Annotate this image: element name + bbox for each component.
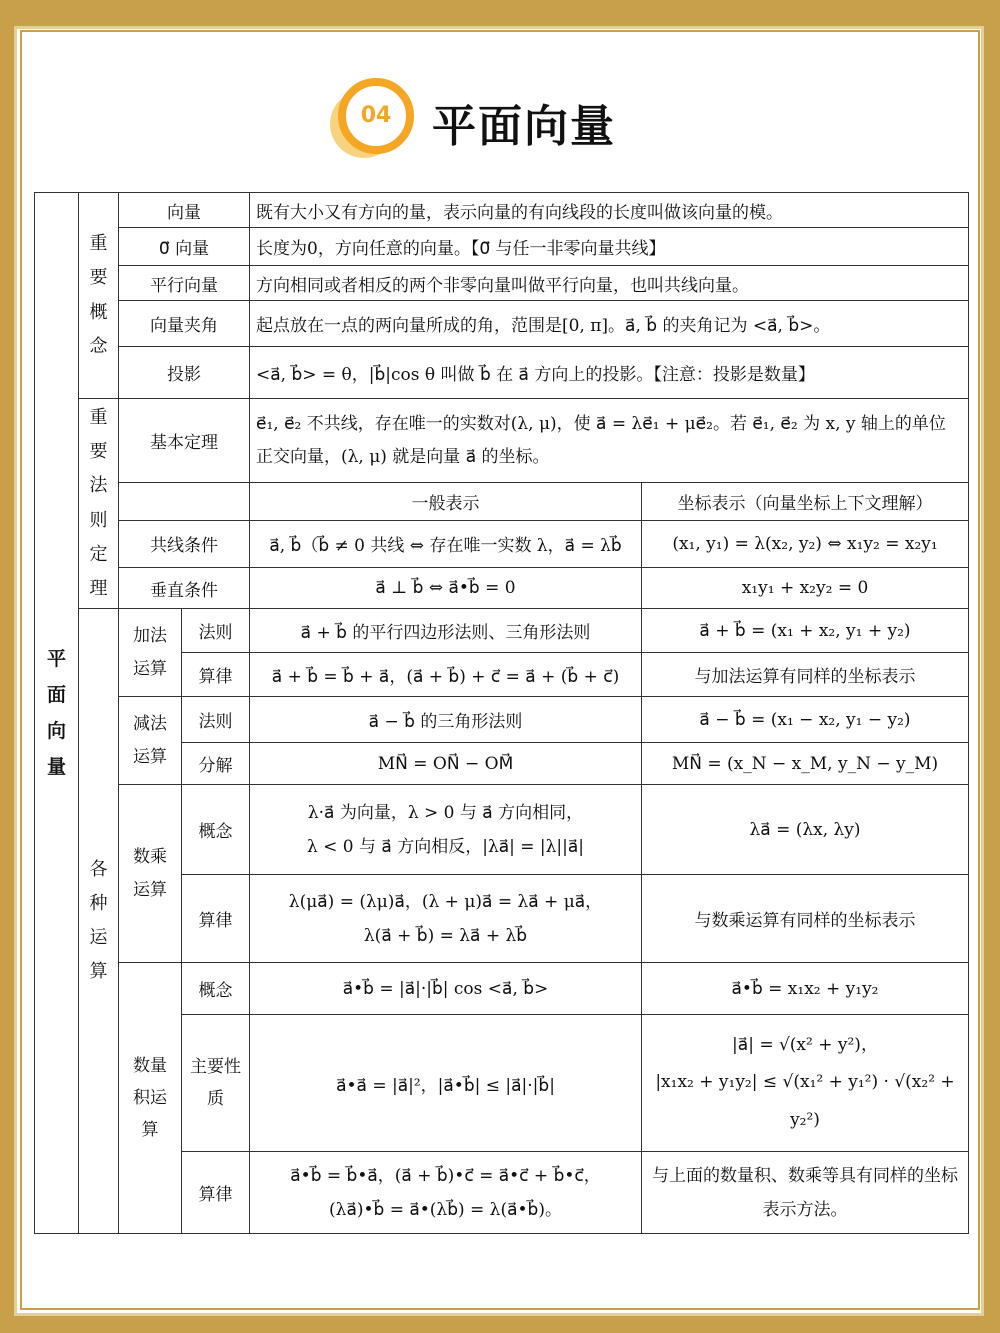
table-row bbox=[35, 228, 969, 266]
table-row bbox=[35, 697, 969, 743]
condition-term: 垂直条件 bbox=[119, 567, 250, 608]
vertical-char: 要 bbox=[89, 267, 108, 289]
theorem-line-1: e⃗₁, e⃗₂ 不共线，存在唯一的实数对(λ, μ)，使 a⃗ = λe⃗₁ + μe⃗₂。若 e⃗₁, e⃗₂ 为 x, y 轴上的单位 bbox=[256, 414, 946, 435]
concept-definition: 长度为0，方向任意的向量。【0⃗ 与任一非零向量共线】 bbox=[250, 228, 969, 266]
condition-coord: (x₁, y₁) = λ(x₂, y₂) ⇔ x₁y₂ = x₂y₁ bbox=[642, 520, 969, 567]
vertical-char: 面 bbox=[46, 683, 66, 706]
vertical-char: 算 bbox=[89, 961, 108, 983]
op-general bbox=[250, 1152, 642, 1234]
concept-term: 投影 bbox=[119, 347, 250, 399]
vertical-char: 重 bbox=[89, 233, 108, 255]
op-label: 法则 bbox=[182, 697, 250, 743]
table-row bbox=[35, 399, 969, 483]
theorem-text bbox=[250, 399, 969, 483]
table-row bbox=[35, 483, 969, 520]
vertical-char: 定 bbox=[89, 543, 108, 565]
concept-definition: 既有大小又有方向的量，表示向量的有向线段的长度叫做该向量的模。 bbox=[250, 193, 969, 228]
concept-term: 0⃗ 向量 bbox=[119, 228, 250, 266]
op-coord: λa⃗ = (λx, λy) bbox=[642, 785, 969, 875]
dot-law-line-1: a⃗•b⃗ = b⃗•a⃗，(a⃗ + b⃗)•c⃗ = a⃗•c⃗ + b⃗•c⃗， bbox=[290, 1165, 601, 1186]
dot-law-line-2: (λa⃗)•b⃗ = a⃗•(λb⃗) = λ(a⃗•b⃗)。 bbox=[329, 1199, 562, 1220]
op-coord: 与数乘运算有同样的坐标表示 bbox=[642, 875, 969, 963]
op-general bbox=[250, 785, 642, 875]
op-general: a⃗•b⃗ = |a⃗|·|b⃗| cos <a⃗, b⃗> bbox=[250, 963, 642, 1015]
scalar-concept-line-1: λ·a⃗ 为向量，λ > 0 与 a⃗ 方向相同， bbox=[307, 802, 584, 823]
vertical-char: 量 bbox=[46, 756, 66, 779]
section-main bbox=[35, 193, 79, 1234]
scalar-law-line-2: λ(a⃗ + b⃗) = λa⃗ + λb⃗ bbox=[363, 925, 528, 946]
theorem-term: 基本定理 bbox=[119, 399, 250, 483]
table-row bbox=[35, 347, 969, 399]
op-coord bbox=[642, 1152, 969, 1234]
op-general: a⃗ − b⃗ 的三角形法则 bbox=[250, 697, 642, 743]
op-label: 法则 bbox=[182, 609, 250, 653]
condition-general: a⃗ ⊥ b⃗ ⇔ a⃗•b⃗ = 0 bbox=[250, 567, 642, 608]
op-add-name: 加法运算 bbox=[119, 609, 182, 697]
op-general: MN⃗ = ON⃗ − OM⃗ bbox=[250, 743, 642, 785]
condition-coord: x₁y₁ + x₂y₂ = 0 bbox=[642, 567, 969, 608]
op-label: 算律 bbox=[182, 1152, 250, 1234]
op-coord: a⃗ + b⃗ = (x₁ + x₂, y₁ + y₂) bbox=[642, 609, 969, 653]
vertical-char: 重 bbox=[89, 407, 108, 428]
vertical-char: 运 bbox=[89, 927, 108, 949]
op-label: 分解 bbox=[182, 743, 250, 785]
vertical-char: 概 bbox=[89, 301, 108, 323]
op-general bbox=[250, 875, 642, 963]
vertical-char: 法 bbox=[89, 475, 108, 497]
vertical-char: 理 bbox=[89, 577, 108, 599]
op-label: 主要性质 bbox=[182, 1015, 250, 1152]
op-coord: 与加法运算有同样的坐标表示 bbox=[642, 653, 969, 697]
concept-term: 向量夹角 bbox=[119, 301, 250, 347]
concept-term: 平行向量 bbox=[119, 266, 250, 301]
theorem-line-2: 正交向量，(λ, μ) 就是向量 a⃗ 的坐标。 bbox=[256, 446, 550, 467]
concept-definition: <a⃗, b⃗> = θ，|b⃗|cos θ 叫做 b⃗ 在 a⃗ 方向上的投影。【注意：投影是数量】 bbox=[250, 347, 969, 399]
table-row bbox=[35, 785, 969, 875]
op-label: 算律 bbox=[182, 875, 250, 963]
op-coord bbox=[642, 1015, 969, 1152]
concept-term: 向量 bbox=[119, 193, 250, 228]
dot-law-coord-line-1: 与上面的数量积、数乘等具有同样的坐标 bbox=[652, 1165, 958, 1186]
page-header bbox=[330, 78, 710, 168]
op-dot-name: 数量积运算 bbox=[119, 963, 182, 1234]
scalar-law-line-1: λ(μa⃗) = (λμ)a⃗，(λ + μ)a⃗ = λa⃗ + μa⃗， bbox=[288, 891, 603, 912]
op-label: 概念 bbox=[182, 963, 250, 1015]
vertical-char: 念 bbox=[89, 335, 108, 357]
dot-law-coord-line-2: 表示方法。 bbox=[762, 1199, 848, 1220]
badge-number: 04 bbox=[360, 103, 392, 128]
dot-prop-coord-line-2: |x₁x₂ + y₁y₂| ≤ √(x₁² + y₁²) · √(x₂² + y₂²) bbox=[655, 1072, 955, 1130]
scalar-concept-line-2: λ < 0 与 a⃗ 方向相反，|λa⃗| = |λ||a⃗| bbox=[306, 836, 585, 857]
op-coord: MN⃗ = (x_N − x_M, y_N − y_M) bbox=[642, 743, 969, 785]
vertical-char: 平 bbox=[46, 647, 66, 670]
table-row bbox=[35, 520, 969, 567]
section-concepts bbox=[79, 193, 119, 399]
condition-term: 共线条件 bbox=[119, 520, 250, 567]
section-operations bbox=[79, 609, 119, 1234]
summary-table bbox=[34, 192, 969, 1234]
op-sub-name: 减法运算 bbox=[119, 697, 182, 785]
table-row bbox=[35, 266, 969, 301]
table-row bbox=[35, 609, 969, 653]
header-coord: 坐标表示（向量坐标上下文理解） bbox=[642, 483, 969, 520]
table-row bbox=[35, 963, 969, 1015]
empty-cell bbox=[119, 483, 250, 520]
concept-definition: 方向相同或者相反的两个非零向量叫做平行向量，也叫共线向量。 bbox=[250, 266, 969, 301]
vertical-char: 各 bbox=[89, 858, 108, 880]
vertical-char: 向 bbox=[46, 720, 66, 743]
op-label: 算律 bbox=[182, 653, 250, 697]
table-row bbox=[35, 567, 969, 608]
vertical-char: 则 bbox=[89, 509, 108, 531]
header-general: 一般表示 bbox=[250, 483, 642, 520]
vertical-char: 要 bbox=[89, 441, 108, 463]
dot-prop-coord-line-1: |a⃗| = √(x² + y²)， bbox=[732, 1035, 878, 1056]
op-general: a⃗ + b⃗ = b⃗ + a⃗，(a⃗ + b⃗) + c⃗ = a⃗ + (b⃗ + c⃗) bbox=[250, 653, 642, 697]
op-coord: a⃗ − b⃗ = (x₁ − x₂, y₁ − y₂) bbox=[642, 697, 969, 743]
op-general: a⃗•a⃗ = |a⃗|²，|a⃗•b⃗| ≤ |a⃗|·|b⃗| bbox=[250, 1015, 642, 1152]
table-row bbox=[35, 301, 969, 347]
op-general: a⃗ + b⃗ 的平行四边形法则、三角形法则 bbox=[250, 609, 642, 653]
op-label: 概念 bbox=[182, 785, 250, 875]
condition-general: a⃗, b⃗（b⃗ ≠ 0 共线 ⇔ 存在唯一实数 λ，a⃗ = λb⃗ bbox=[250, 520, 642, 567]
section-laws bbox=[79, 399, 119, 609]
number-badge bbox=[338, 78, 414, 154]
op-scalar-name: 数乘运算 bbox=[119, 785, 182, 963]
vertical-char: 种 bbox=[89, 892, 108, 914]
page-title: 平面向量 bbox=[432, 101, 616, 152]
op-coord: a⃗•b⃗ = x₁x₂ + y₁y₂ bbox=[642, 963, 969, 1015]
table-row bbox=[35, 193, 969, 228]
concept-definition: 起点放在一点的两向量所成的角，范围是[0, π]。a⃗, b⃗ 的夹角记为 <a⃗, b⃗>。 bbox=[250, 301, 969, 347]
